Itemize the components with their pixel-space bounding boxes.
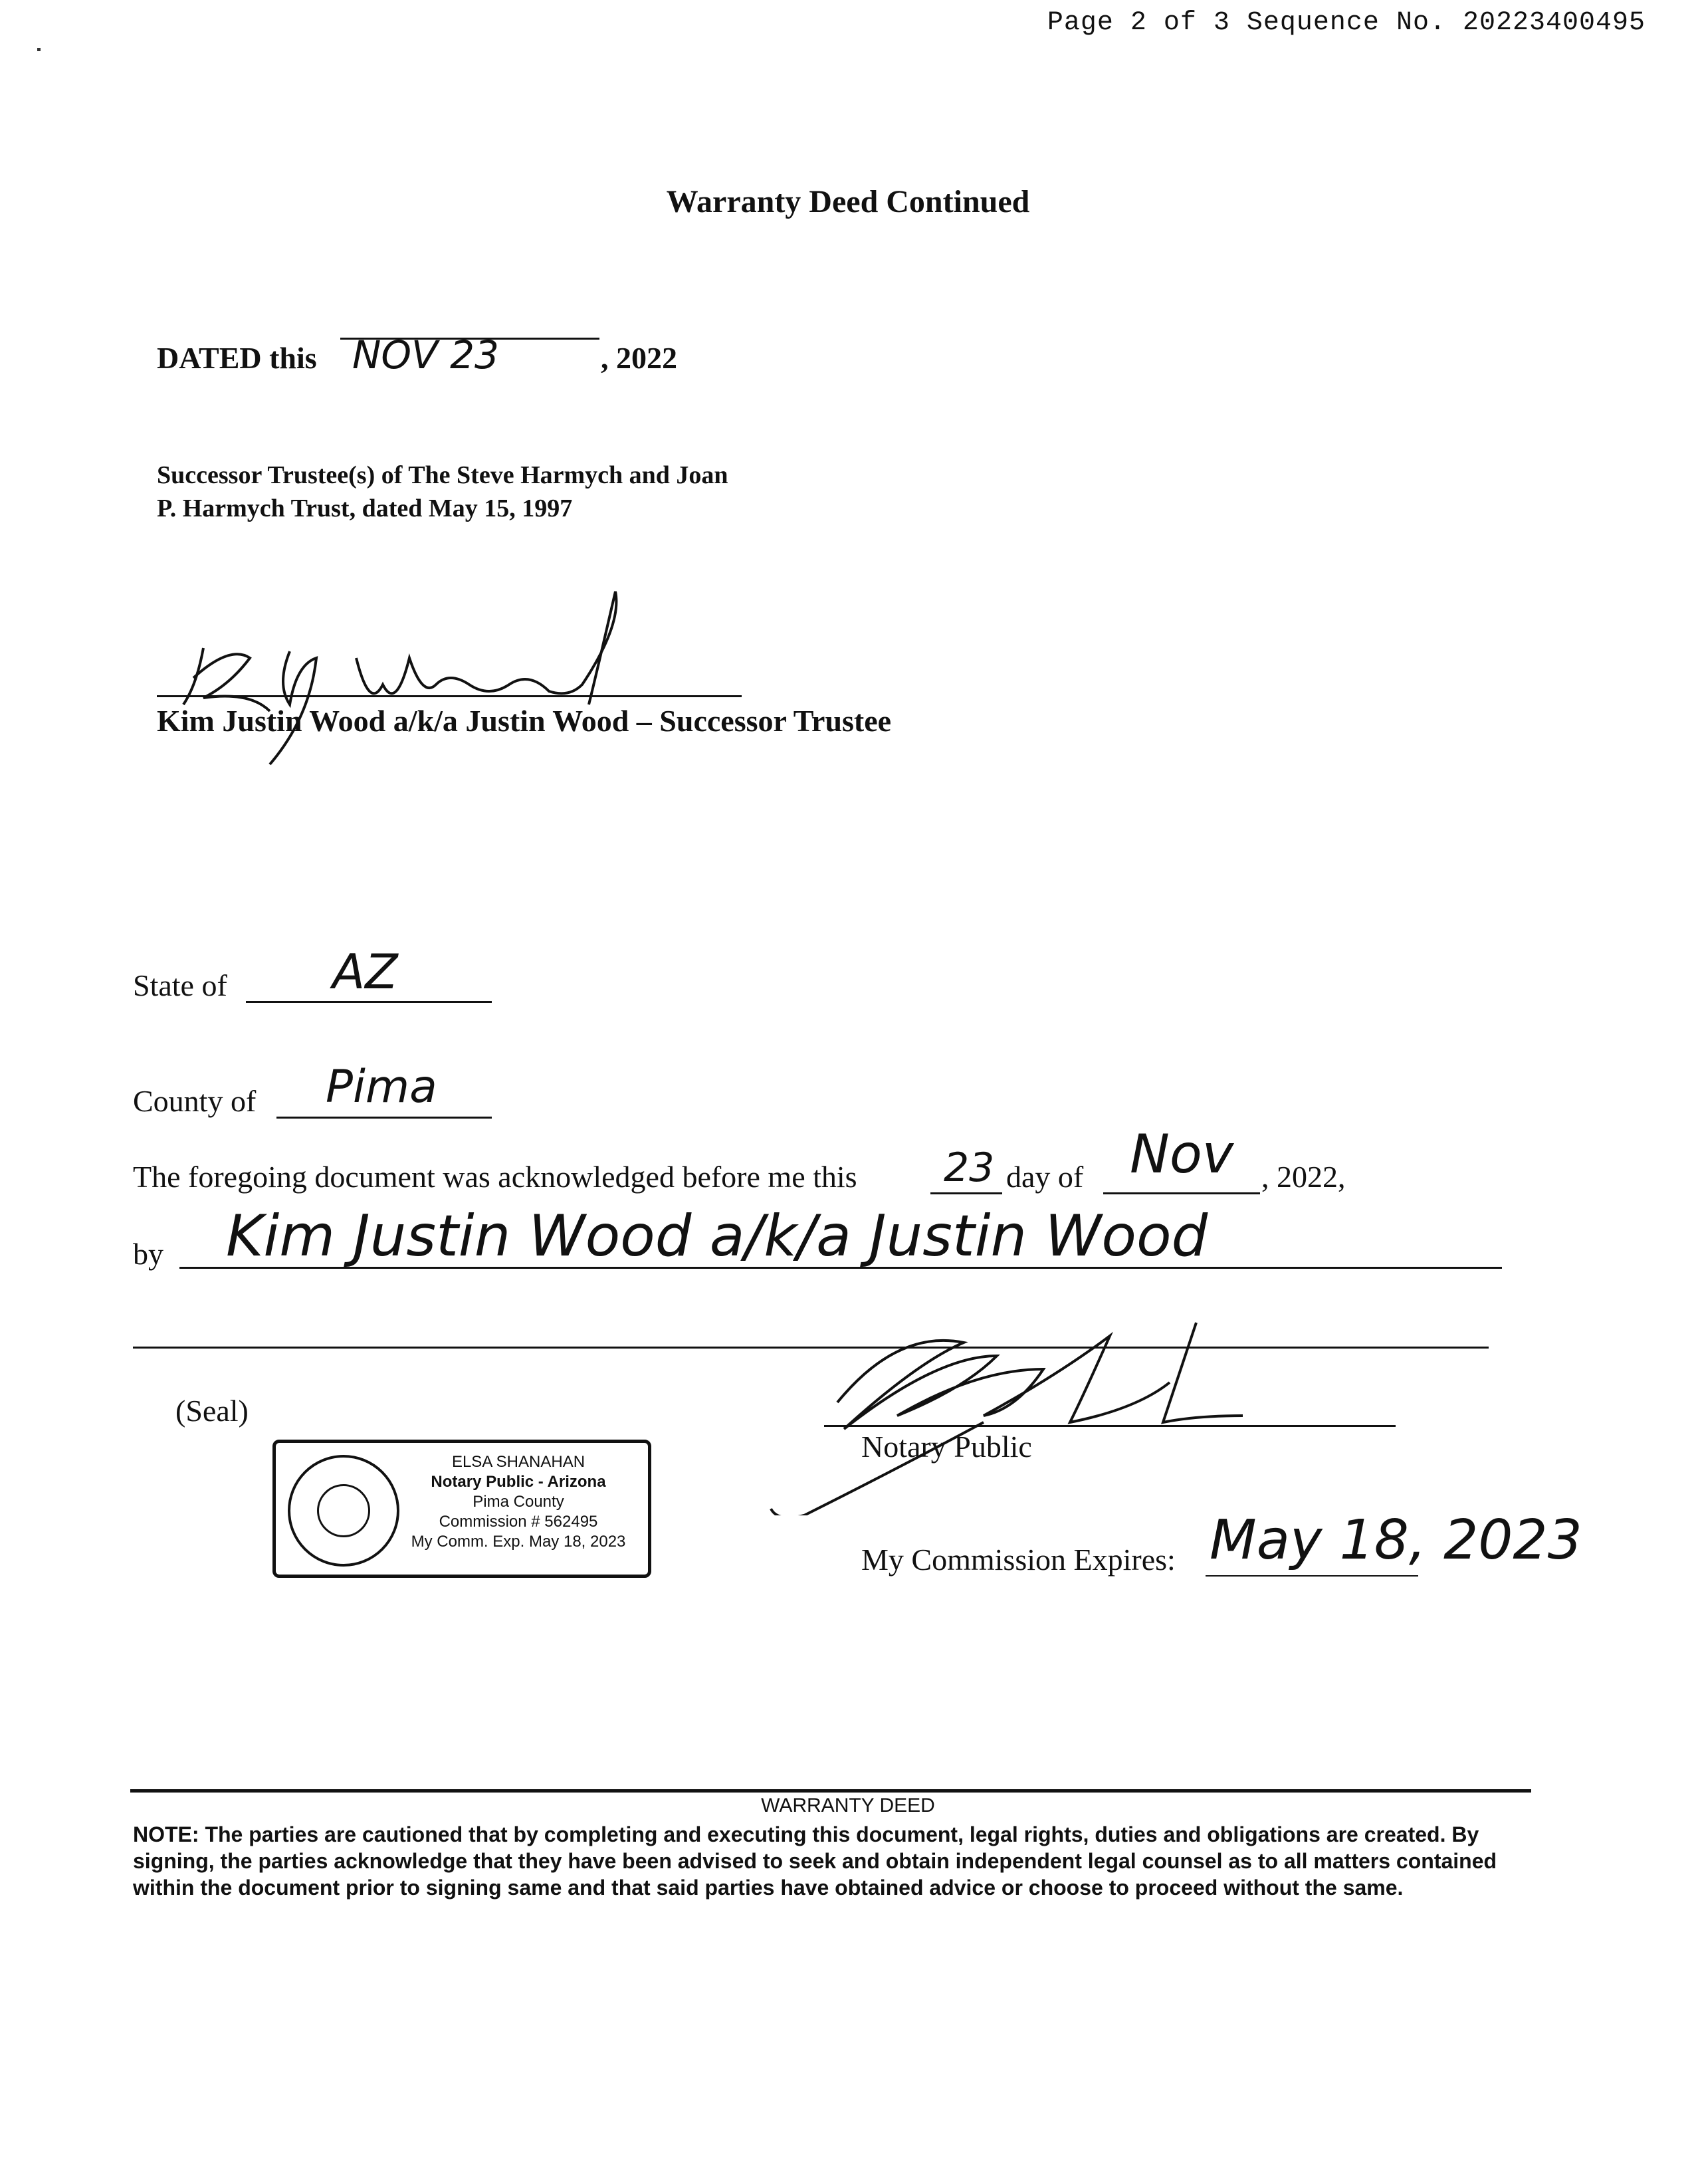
- ack-month-underline: [1103, 1192, 1260, 1194]
- trustee-description: [157, 459, 728, 525]
- notary-signature: [764, 1316, 1269, 1515]
- signature-line: [157, 695, 742, 697]
- stamp-commission: Commission # 562495: [439, 1513, 598, 1531]
- notary-public-label: Notary Public: [861, 1430, 1032, 1464]
- state-seal-icon: [288, 1455, 399, 1567]
- notary-signature-line: [824, 1425, 1396, 1427]
- notary-stamp: [272, 1440, 651, 1578]
- ack-day-underline: [930, 1192, 1002, 1194]
- trustee-line-1: Successor Trustee(s) of The Steve Harmych and Joan: [157, 461, 728, 489]
- by-label: by: [133, 1237, 163, 1271]
- commission-value: May 18, 2023: [1210, 1509, 1582, 1572]
- footer-rule: [130, 1789, 1531, 1793]
- ack-day-value: 23: [944, 1145, 995, 1191]
- ack-month-value: Nov: [1130, 1123, 1234, 1185]
- stamp-text: [395, 1452, 641, 1552]
- dated-prefix: DATED this: [157, 341, 317, 375]
- footer-note: NOTE: The parties are cautioned that by completing and executing this document, legal rights, duties and obligations are created. By signing, the parties acknowledge that they have been advised to seek and obtain independent legal counsel as to all matters contained within the document prior to signing same and that said parties have obtained advice or choose to proceed without the same.: [133, 1822, 1497, 1900]
- stamp-name: ELSA SHANAHAN: [451, 1453, 585, 1471]
- scan-mark: [37, 48, 41, 51]
- ack-day-of: day of: [1006, 1160, 1084, 1194]
- ack-prefix: The foregoing document was acknowledged before me this: [133, 1160, 857, 1194]
- ack-year: , 2022,: [1261, 1160, 1346, 1194]
- county-label: County of: [133, 1084, 257, 1118]
- commission-label: My Commission Expires:: [861, 1543, 1176, 1577]
- page-sequence-header: Page 2 of 3 Sequence No. 20223400495: [1047, 8, 1645, 38]
- stamp-title: Notary Public - Arizona: [431, 1473, 606, 1491]
- document-title: Warranty Deed Continued: [666, 184, 1030, 219]
- stamp-expires: My Comm. Exp. May 18, 2023: [411, 1533, 626, 1551]
- county-underline: [276, 1117, 492, 1119]
- state-underline: [246, 1001, 492, 1003]
- footer-title: WARRANTY DEED: [761, 1795, 935, 1816]
- by-value: Kim Justin Wood a/k/a Justin Wood: [226, 1203, 1208, 1269]
- state-value: AZ: [332, 944, 398, 1000]
- stamp-county: Pima County: [473, 1493, 564, 1511]
- state-label: State of: [133, 968, 227, 1002]
- dated-year: , 2022: [601, 341, 677, 375]
- dated-handwritten: NOV 23: [352, 332, 499, 378]
- trustee-line-2: P. Harmych Trust, dated May 15, 1997: [157, 494, 573, 522]
- state-seal-inner: [317, 1484, 370, 1537]
- seal-label: (Seal): [175, 1394, 249, 1428]
- signer-label: Kim Justin Wood a/k/a Justin Wood – Successor Trustee: [157, 704, 892, 738]
- trustee-signature: [157, 585, 755, 771]
- county-value: Pima: [326, 1061, 437, 1113]
- commission-underline: [1206, 1575, 1418, 1577]
